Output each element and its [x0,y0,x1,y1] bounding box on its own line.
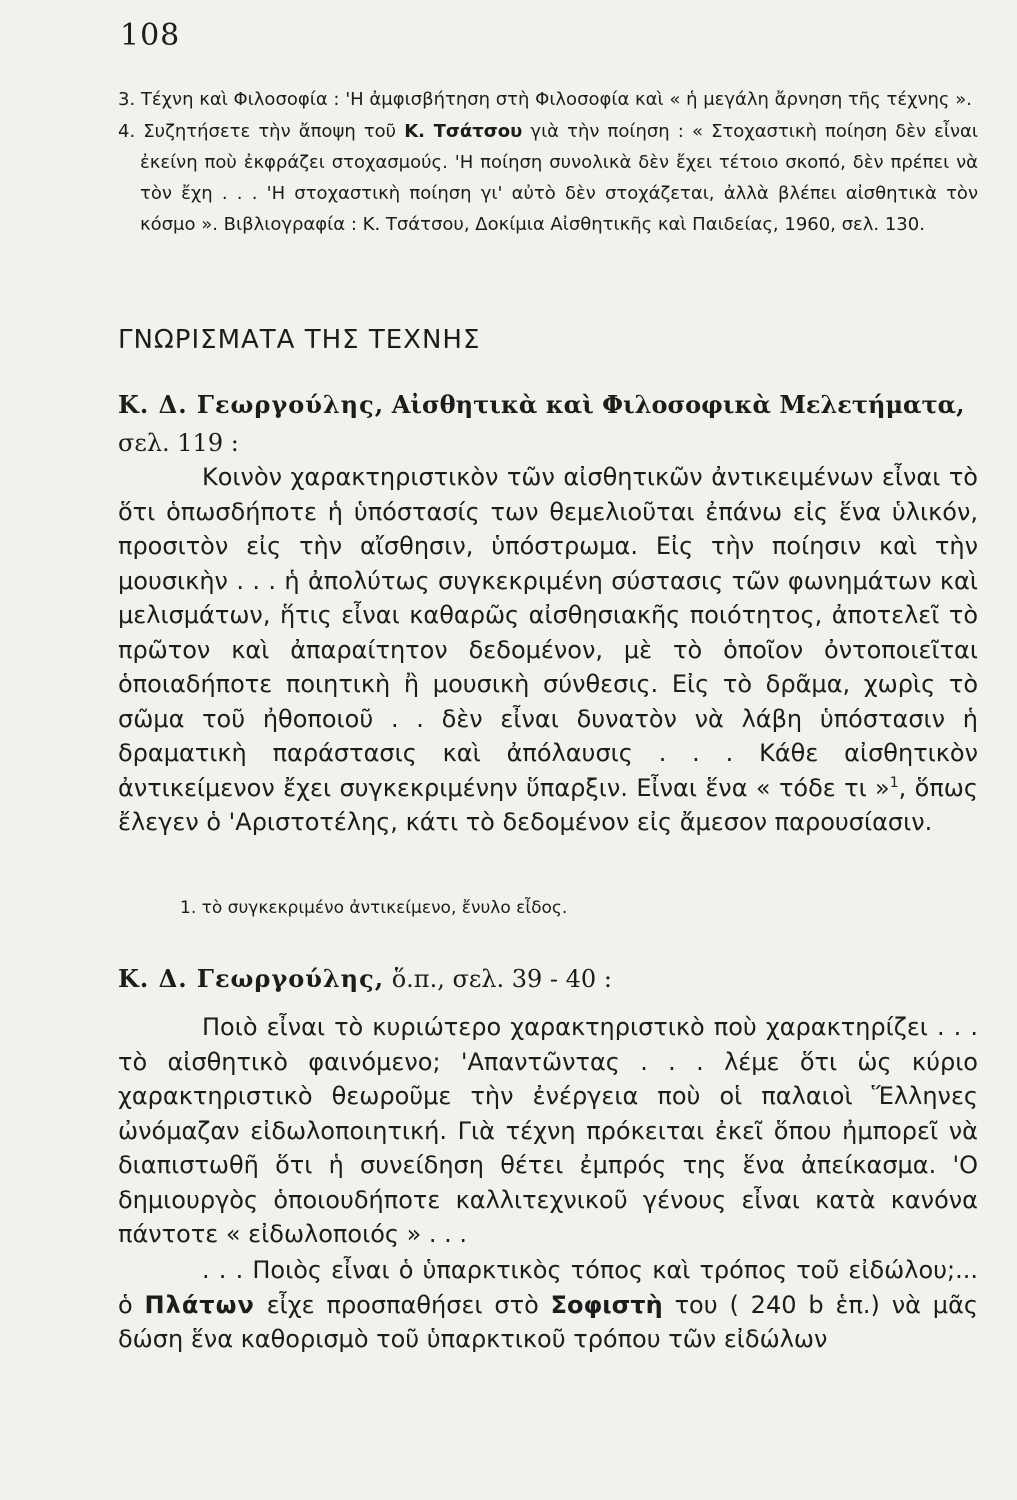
footnote: 1. τὸ συγκεκριμένο ἀντικείμενο, ἔνυλο εἶδος. [180,898,568,918]
citation-pages: σελ. 119 : [118,429,239,457]
note-4 [118,116,978,240]
quote-text: του ( 240 b ἑπ.) νὰ μᾶς δώση ἕνα καθορισμὸ τοῦ ὑπαρκτικοῦ τρόπου τῶν εἰδώλων [118,1290,978,1353]
quote-text: , ὅπως ἔλεγεν ὁ 'Αριστοτέλης, κάτι τὸ δεδομένον εἰς ἄμεσον παρουσίασιν. [118,773,978,836]
quote-text: εἶχε προσπαθήσει στὸ [254,1290,551,1319]
note-text: Τέχνη καὶ Φιλοσοφία : 'Η ἀμφισβήτηση στὴ Φιλοσοφία καὶ « ἡ μεγάλη ἄρνηση τῆς τέχνης ». [140,89,972,110]
page-number: 108 [120,18,181,53]
footnote-ref: 1 [889,774,899,791]
quote-3 [118,1253,978,1357]
citation-1 [118,386,978,462]
quote-text: Κοινὸν χαρακτηριστικὸν τῶν αἰσθητικῶν ἀντικειμένων εἶναι τὸ ὅτι ὁπωσδήποτε ἡ ὑπόστασίς των θεμελιοῦται ἐπάνω εἰς ἕνα ὑλικόν, προσιτὸν εἰς τὴν αἴσθησιν, ὑπόστρωμα. Εἰς τὴν ποίησιν καὶ τὴν μουσικὴν . . . ἡ ἀπολύτως συγκεκριμένη σύστασις τῶν φωνημάτων καὶ μελισμάτων, ἥτις εἶναι καθαρῶς αἰσθησιακῆς ποιότητος, ἀποτελεῖ τὸ πρῶτον καὶ ἀπαραίτητον δεδομένον, μὲ τὸ ὁποῖον ὀντοποιεῖται ὁποιαδήποτε ποιητικὴ ἢ μουσικὴ σύνθεσις. Εἰς τὸ δρᾶμα, χωρὶς τὸ σῶμα τοῦ ἠθοποιοῦ . . δὲν εἶναι δυνατὸν νὰ λάβη ὑπόστασιν ἡ δραματικὴ παράστασις καὶ ἀπόλαυσις . . . Κάθε αἰσθητικὸν ἀντικείμενον ἔχει συγκεκριμένην ὕπαρξιν. Εἶναι ἕνα « τόδε τι » [118,463,978,802]
note-text-pre: Συζητήσετε τὴν ἄποψη τοῦ [143,121,405,142]
quote-text: . . . Ποιὸς εἶναι ὁ ὑπαρκτικὸς τόπος καὶ τρόπος τοῦ εἰδώλου;... ὁ [118,1256,978,1319]
quote-1 [118,460,978,840]
section-heading: ΓΝΩΡΙΣΜΑΤΑ ΤΗΣ ΤΕΧΝΗΣ [118,325,481,355]
citation-pages: ὅ.π., σελ. 39 - 40 : [384,965,612,993]
citation-title: Αἰσθητικὰ καὶ Φιλοσοφικὰ Μελετήματα, [391,390,965,419]
quote-2: Ποιὸ εἶναι τὸ κυριώτερο χαρακτηριστικὸ ποὺ χαρακτηρίζει . . . τὸ αἰσθητικὸ φαινόμενο; 'Απαντῶντας . . . λέμε ὅτι ὡς κύριο χαρακτηριστικὸ θεωροῦμε τὴν ἐνέργεια ποὺ οἱ παλαιοὶ Ἕλληνες ὠνόμαζαν εἰδωλοποιητική. Γιὰ τέχνη πρόκειται ἐκεῖ ὅπου ἠμπορεῖ νὰ διαπιστωθῆ ὅτι ἡ συνείδηση θέτει ἐμπρός της ἕνα ἀπείκασμα. 'Ο δημιουργὸς ὁποιουδήποτε καλλιτεχνικοῦ γένους εἶναι κατὰ κανόνα πάντοτε « εἰδωλοποιός » . . . [118,1013,978,1248]
work-title: Σοφιστὴ [550,1290,663,1319]
note-author: Κ. Τσάτσου [404,121,523,142]
note-number: 3. [118,89,136,110]
exercise-notes [118,84,978,241]
citation-2 [118,960,978,998]
philosopher-name: Πλάτων [144,1290,255,1319]
note-3 [118,84,978,115]
note-number: 4. [118,121,136,142]
citation-author: Κ. Δ. Γεωργούλης, [118,964,385,993]
citation-author: Κ. Δ. Γεωργούλης, [118,390,385,419]
note-text-post: γιὰ τὴν ποίηση : « Στοχαστικὴ ποίηση δὲν εἶναι ἐκείνη ποὺ ἐκφράζει στοχασμούς. 'Η ποίηση συνολικὰ δὲν ἔχει τέτοιο σκοπό, δὲν πρέπει νὰ τὸν ἔχη . . . 'Η στοχαστικὴ ποίηση γι' αὐτὸ δὲν στοχάζεται, ἀλλὰ βλέπει αἰσθητικὰ τὸν κόσμο ». Βιβλιογραφία : Κ. Τσάτσου, Δοκίμια Αἰσθητικῆς καὶ Παιδείας, 1960, σελ. 130. [140,121,978,235]
